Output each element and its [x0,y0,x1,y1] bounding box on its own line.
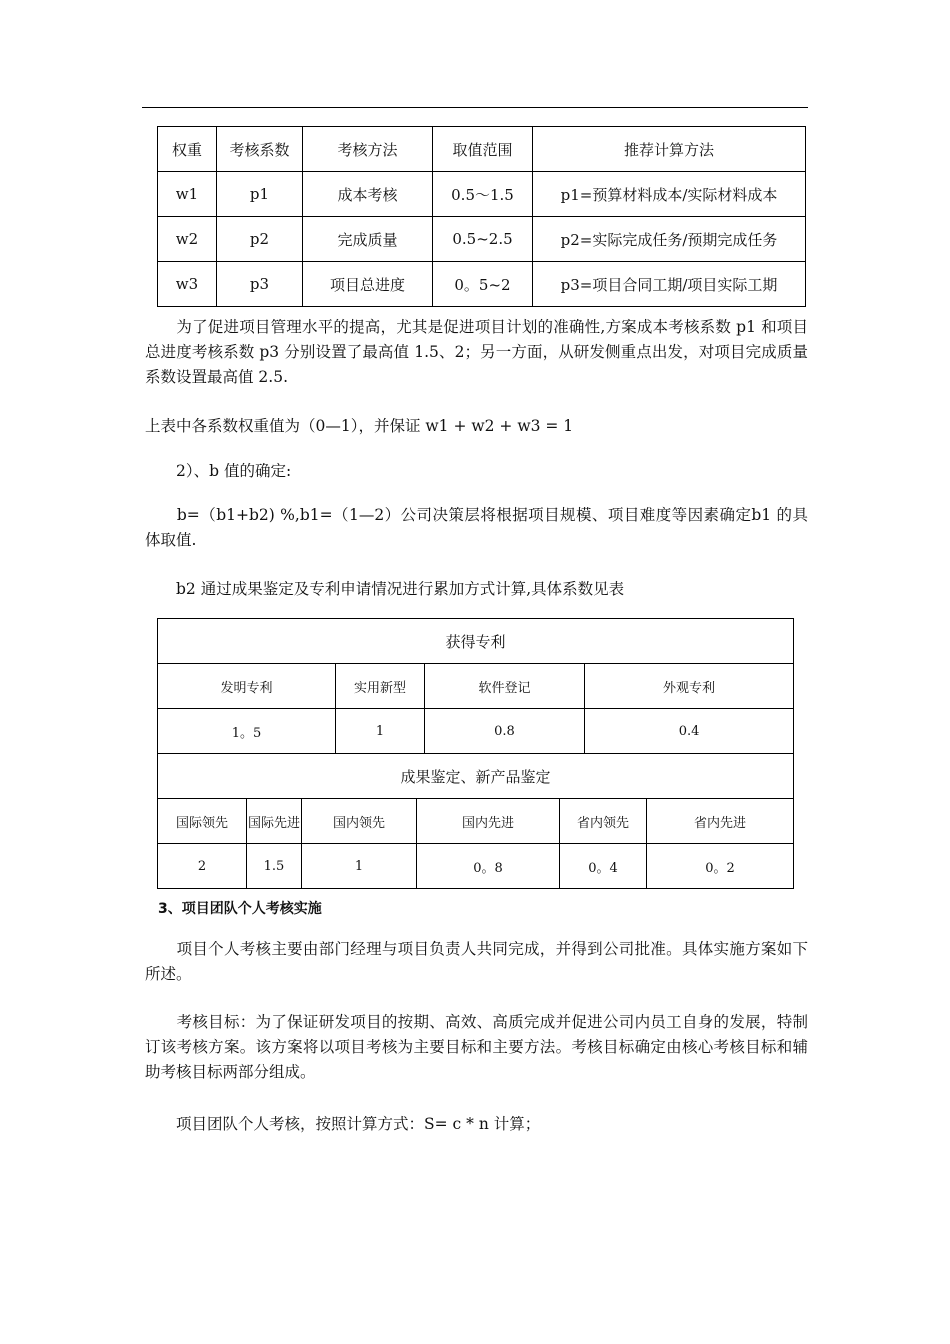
table-header-cell: 省内先进 [647,799,794,844]
table-cell: 0。5~2 [433,262,533,307]
table-header-cell: 软件登记 [425,664,585,709]
table-row [158,172,806,217]
table-header-cell: 推荐计算方法 [533,127,806,172]
table-row [158,262,806,307]
table-cell: 0.4 [585,709,794,754]
paragraph: b=（b1+b2) %,b1=（1—2）公司决策层将根据项目规模、项目难度等因素确定b1 的具体取值. [145,506,808,549]
table-cell: 项目总进度 [303,262,433,307]
table-header-cell: 考核系数 [217,127,303,172]
table-cell: 0.5～1.5 [433,172,533,217]
table-header-cell: 权重 [158,127,217,172]
paragraph: 项目个人考核主要由部门经理与项目负责人共同完成，并得到公司批准。具体实施方案如下所述。 [145,940,808,983]
table-cell: 0。4 [560,844,647,889]
table-header-cell: 考核方法 [303,127,433,172]
table-header-cell: 国内领先 [302,799,417,844]
paragraph: 项目团队个人考核，按照计算方式：S= c * n 计算； [145,1115,541,1133]
table-cell: 0.5~2.5 [433,217,533,262]
table-cell: 0。8 [417,844,560,889]
table-cell: 成本考核 [303,172,433,217]
table-cell: 1.5 [247,844,302,889]
table-cell: 完成质量 [303,217,433,262]
paragraph: b2 通过成果鉴定及专利申请情况进行累加方式计算,具体系数见表 [145,580,625,598]
header-rule [142,107,808,108]
paragraph: 2）、b 值的确定: [145,462,292,480]
table-row [158,709,794,754]
table-cell: w3 [158,262,217,307]
patent-section-title: 获得专利 [158,619,794,664]
table-header-cell: 发明专利 [158,664,336,709]
paragraph: 考核目标：为了保证研发项目的按期、高效、高质完成并促进公司内员工自身的发展，特制订该考核方案。该方案将以项目考核为主要目标和主要方法。考核目标确定由核心考核目标和辅助考核目标两部分组成。 [145,1013,808,1081]
table-header-cell: 省内领先 [560,799,647,844]
achievement-coefficient-table [157,618,794,889]
table-header-cell: 实用新型 [336,664,425,709]
table-section-row [158,619,794,664]
table-header-row [158,664,794,709]
table-cell: p2=实际完成任务/预期完成任务 [533,217,806,262]
table-header-cell: 外观专利 [585,664,794,709]
coefficient-table [157,126,806,307]
paragraph: 为了促进项目管理水平的提高，尤其是促进项目计划的准确性,方案成本考核系数 p1 和项目总进度考核系数 p3 分别设置了最高值 1.5、2；另一方面，从研发侧重点出发，对项目完成质量系数设置最高值 2.5. [145,318,808,386]
table-cell: w1 [158,172,217,217]
table-header-row [158,127,806,172]
table-header-cell: 国内先进 [417,799,560,844]
table-header-row [158,799,794,844]
table-row [158,844,794,889]
table-cell: 2 [158,844,247,889]
table-row [158,217,806,262]
table-header-cell: 取值范围 [433,127,533,172]
appraisal-section-title: 成果鉴定、新产品鉴定 [158,754,794,799]
table-cell: 1 [302,844,417,889]
table-cell: 0。2 [647,844,794,889]
table-header-cell: 国际领先 [158,799,247,844]
section-heading: 3、项目团队个人考核实施 [158,901,322,917]
table-cell: 1。5 [158,709,336,754]
table-cell: p1 [217,172,303,217]
paragraph: 上表中各系数权重值为（0—1），并保证 w1 + w2 + w3 = 1 [145,417,574,435]
table-section-row [158,754,794,799]
table-cell: p3=项目合同工期/项目实际工期 [533,262,806,307]
table-cell: p1=预算材料成本/实际材料成本 [533,172,806,217]
table-cell: p3 [217,262,303,307]
table-cell: 1 [336,709,425,754]
table-cell: 0.8 [425,709,585,754]
table-header-cell: 国际先进 [247,799,302,844]
table-cell: w2 [158,217,217,262]
table-cell: p2 [217,217,303,262]
